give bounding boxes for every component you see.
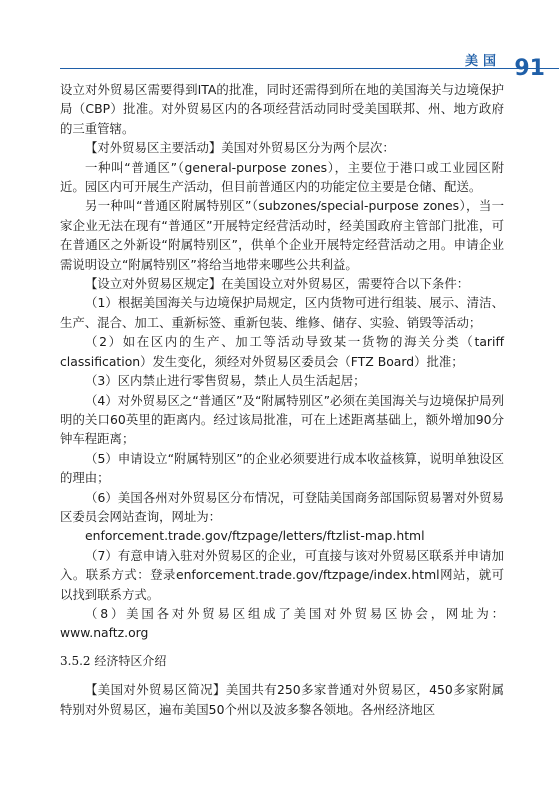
ftz-list-url: enforcement.trade.gov/ftzpage/letters/ftzlist-map.html [85,528,425,544]
list-item-8: （8）美国各对外贸易区组成了美国对外贸易区协会，网址为：www.naftz.org [60,605,504,641]
running-header-country: 美国 [464,54,501,69]
paragraph-main-activities-heading: 【对外贸易区主要活动】美国对外贸易区分为两个层次： [85,140,395,156]
list-item-2: （2）如在区内的生产、加工等活动导致某一货物的海关分类（tariff classification）发生变化，须经对外贸易区委员会（FTZ Board）批准； [60,334,504,369]
page-number: 91 [514,56,545,81]
list-item-7: （7）有意申请入驻对外贸易区的企业，可直接与该对外贸易区联系并申请加入。联系方式：登录enforcement.trade.gov/ftzpage/index.html网站，就可以找到联系方式。 [60,547,504,602]
list-item-1: （1）根据美国海关与边境保护局规定，区内货物可进行组装、展示、清洁、生产、混合、加工、重新标签、重新包装、维修、储存、实验、销毁等活动； [60,295,504,330]
list-item-5: （5）申请设立“附属特别区”的企业必须要进行成本收益核算，说明单独设区的理由； [60,450,504,486]
list-item-4: （4）对外贸易区之“普通区”及“附属特别区”必须在美国海关与边境保护局列明的关口60英里的距离内。经过该局批准，可在上述距离基础上，额外增加90分钟车程距离； [60,392,504,447]
paragraph-regulations-heading: 【设立对外贸易区规定】在美国设立对外贸易区，需要符合以下条件： [85,276,470,292]
paragraph-general-purpose-zones: 一种叫“普通区”（general-purpose zones），主要位于港口或工业园区附近。园区内可开展生产活动，但目前普通区内的功能定位主要是仓储、配送。 [60,159,504,195]
paragraph-subzones: 另一种叫“普通区附属特别区”（subzones/special-purpose zones），当一家企业无法在现有“普通区”开展特定经营活动时，经美国政府主管部门批准，可在普通区之外新设“附属特别区”，供单个企业开展特定经营活动之用。申请企业需说明设立“附属特别区”将给当地带来哪些公共利益。 [60,198,504,272]
paragraph-ftz-overview: 【美国对外贸易区简况】美国共有250多家普通对外贸易区，450多家附属特别对外贸易区，遍布美国50个州以及波多黎各领地。各州经济地区 [60,682,504,717]
list-item-3: （3）区内禁止进行零售贸易，禁止人员生活起居； [85,373,366,389]
paragraph-intro: 设立对外贸易区需要得到ITA的批准，同时还需得到所在地的美国海关与边境保护局（CBP）批准。对外贸易区内的各项经营活动同时受美国联邦、州、地方政府的三重管辖。 [60,82,504,136]
page-header [0,44,559,84]
section-heading-3-5-2: 3.5.2 经济特区介绍 [60,653,167,668]
body-text [60,80,504,719]
list-item-6: （6）美国各州对外贸易区分布情况，可登陆美国商务部国际贸易署对外贸易区委员会网站查询，网址为： [60,489,504,524]
